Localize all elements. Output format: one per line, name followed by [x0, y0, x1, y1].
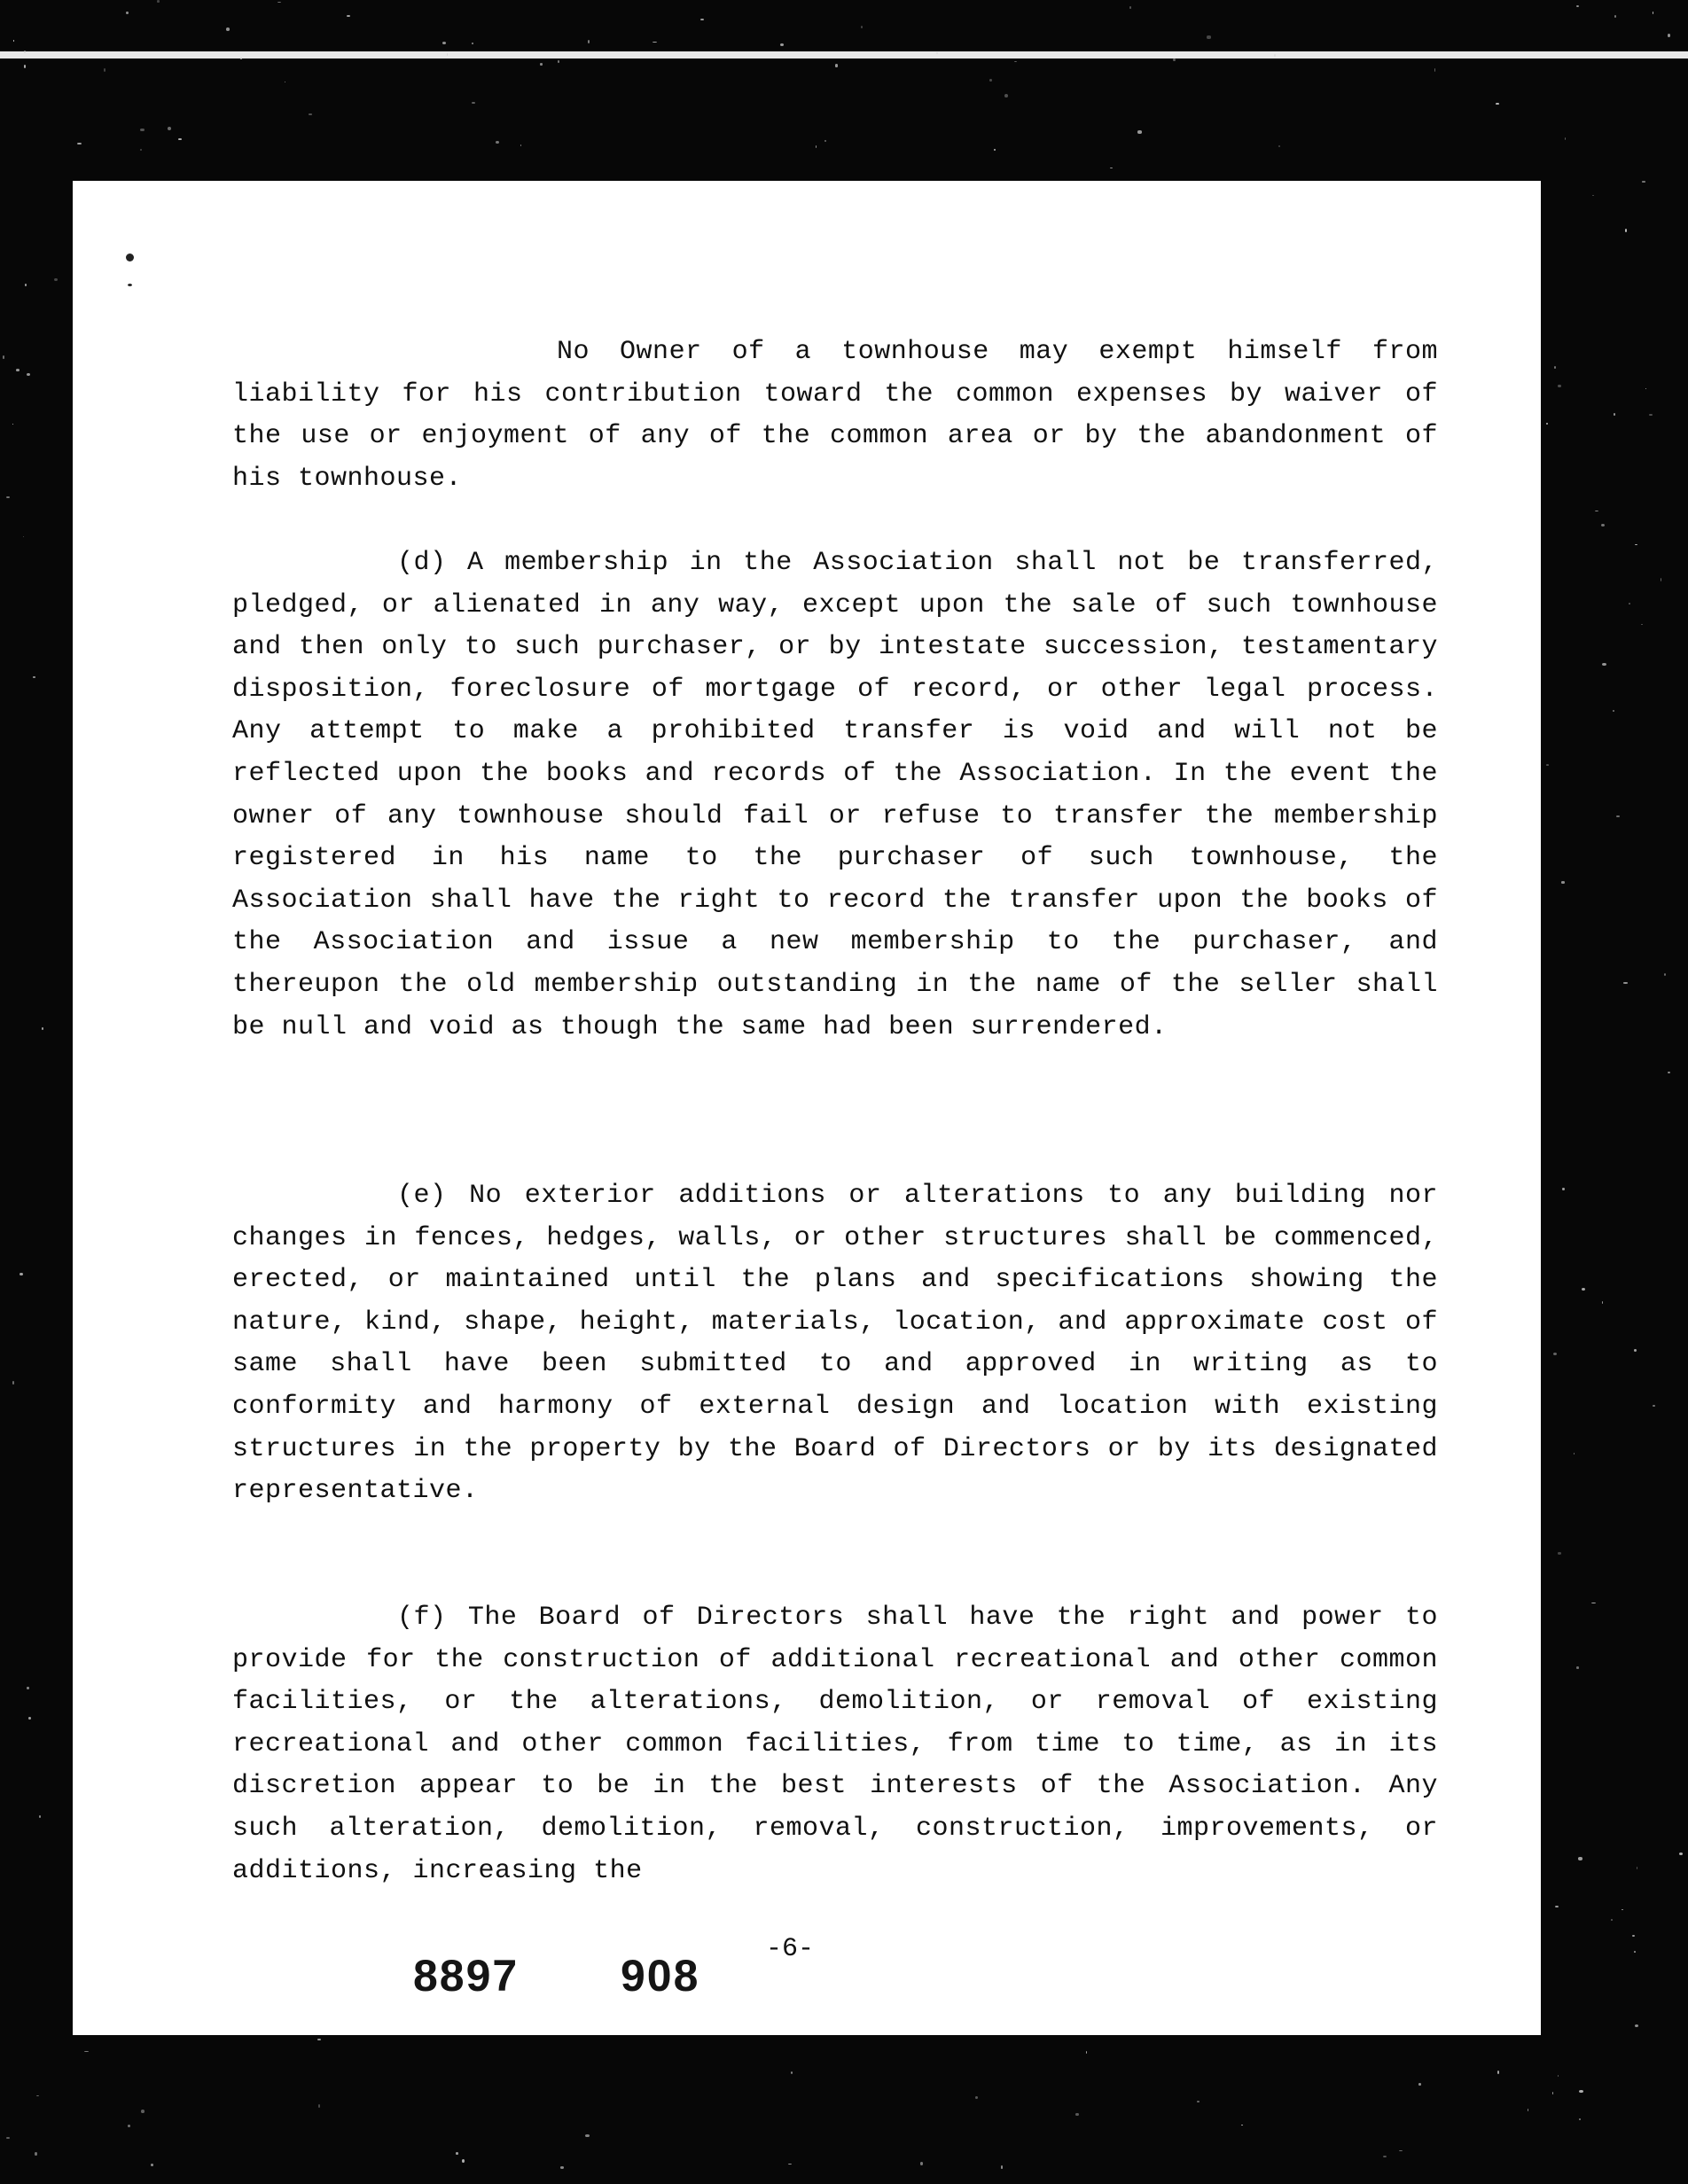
scan-speck	[28, 1717, 31, 1720]
scan-speck	[1496, 103, 1499, 105]
scan-speck	[226, 27, 230, 31]
scan-speck	[1576, 1666, 1579, 1669]
scan-speck	[1399, 2150, 1403, 2152]
document-page	[73, 181, 1541, 2035]
scan-speck	[157, 0, 160, 2]
scan-speck	[1622, 1909, 1623, 1910]
scan-speck	[42, 1027, 43, 1031]
scan-speck	[33, 676, 35, 677]
scan-speck	[141, 2110, 145, 2113]
scan-speck	[994, 149, 996, 151]
scan-speck	[1634, 1951, 1636, 1953]
scan-speck	[178, 138, 182, 140]
scan-speck	[39, 1815, 41, 1818]
scan-speck	[1625, 229, 1628, 232]
page-stamp-number: 908	[621, 1951, 700, 2001]
paragraph-text: (d) A membership in the Association shall not be transferred, pledged, or alienated in any way, except upon the sale of such townhouse and then only to such purchaser, or by intestate succession, testamentary disposition, foreclosure of mortgage of record, or other legal process. Any attempt to make a prohibited transfer is void and will not be reflected upon the books and records of the Association. In the event the owner of any townhouse should fail or refuse to transfer the membership registered in his name to the purchaser of such townhouse, the Association shall have the right to record the transfer upon the books of the Association and issue a new membership to the purchaser, and thereupon the old membership outstanding in the name of the seller shall be null and void as though the same had been surrendered.	[232, 548, 1438, 1042]
scan-speck	[700, 19, 704, 20]
scan-speck	[1613, 710, 1615, 712]
scan-speck	[1642, 181, 1645, 182]
scan-speck	[816, 145, 817, 148]
scan-speck	[1546, 764, 1549, 766]
scan-speck	[1075, 2113, 1079, 2117]
scan-speck	[456, 2152, 459, 2155]
scan-speck	[1579, 2090, 1583, 2093]
scan-speck	[1558, 2075, 1559, 2077]
scan-speck	[1418, 2083, 1421, 2086]
scan-speck	[1546, 423, 1548, 424]
scan-speck	[520, 144, 521, 146]
scan-speck	[1641, 624, 1642, 625]
scan-speck	[1004, 94, 1008, 98]
scan-speck	[1578, 1857, 1582, 1860]
scan-speck	[12, 1381, 14, 1384]
scan-speck	[588, 40, 590, 43]
paragraph-exterior-alterations	[232, 1175, 1438, 1513]
scan-speck	[347, 15, 350, 17]
scan-speck	[1664, 973, 1666, 976]
scan-speck	[24, 65, 27, 67]
scan-speck	[1635, 2024, 1638, 2027]
book-stamp-number: 8897	[413, 1951, 520, 2001]
scan-speck	[309, 113, 313, 114]
scan-speck	[540, 63, 543, 65]
scan-edge-rule	[0, 51, 1688, 58]
scan-speck	[16, 369, 20, 371]
scan-speck	[77, 143, 82, 144]
scan-speck	[791, 2071, 793, 2074]
scan-speck	[1679, 1852, 1683, 1855]
scan-speck	[1086, 2051, 1087, 2054]
scan-speck	[835, 64, 838, 66]
scan-speck	[1632, 1935, 1635, 1937]
scan-speck	[1274, 54, 1276, 57]
scan-speck	[1001, 2165, 1004, 2169]
scan-speck	[35, 2152, 36, 2156]
scan-speck	[824, 140, 826, 142]
scan-speck	[318, 2104, 320, 2108]
scan-speck	[23, 536, 24, 538]
scan-speck	[1601, 524, 1605, 526]
scan-speck	[317, 2039, 321, 2040]
scan-speck	[1562, 1188, 1565, 1191]
scan-speck	[1565, 137, 1566, 140]
scan-speck	[1635, 544, 1638, 546]
scan-speck	[1558, 385, 1560, 387]
scan-speck	[1014, 61, 1017, 62]
scan-speck	[1497, 2071, 1500, 2074]
scan-speck	[1653, 1405, 1655, 1407]
page-number: -6-	[766, 1934, 815, 1964]
scan-speck	[1553, 1353, 1557, 1355]
scan-speck	[653, 42, 657, 43]
scan-speck	[1614, 413, 1616, 416]
scan-speck	[126, 12, 129, 14]
scan-speck	[1592, 195, 1594, 196]
scan-speck	[1668, 1072, 1670, 1073]
scan-speck	[1602, 1301, 1604, 1304]
scan-speck	[84, 2051, 89, 2052]
scan-speck	[558, 60, 559, 63]
margin-mark	[128, 284, 132, 286]
scan-speck	[1574, 1453, 1575, 1455]
scan-speck	[1602, 663, 1606, 666]
scan-speck	[1241, 2125, 1244, 2126]
scan-speck	[496, 141, 499, 144]
scan-speck	[36, 2095, 39, 2096]
scan-speck	[1197, 2101, 1200, 2102]
scan-speck	[1552, 2092, 1553, 2094]
scan-speck	[12, 424, 13, 425]
scan-speck	[989, 79, 992, 82]
scan-speck	[140, 149, 142, 151]
scan-speck	[151, 2164, 153, 2167]
scan-speck	[585, 2134, 589, 2137]
scan-speck	[104, 68, 106, 72]
paragraph-text: (e) No exterior additions or alterations to any building nor changes in fences, hedges, walls, or other structures shall be commenced, erected, or maintained until the plans and specifications showing the nature, kind, shape, height, materials, location, and approximate cost of same shall have been submitted to and approved in writing as to conformity and harmony of external design and location with existing structures in the property by the Board of Directors or by its designated representative.	[232, 1181, 1438, 1507]
scan-speck	[140, 129, 145, 132]
scan-speck	[277, 2, 280, 3]
scan-speck	[1649, 414, 1653, 416]
paragraph-owner-exemption	[232, 332, 1438, 500]
scan-speck	[1634, 1349, 1637, 1352]
scan-speck	[442, 42, 446, 44]
paragraph-text: (f) The Board of Directors shall have the right and power to provide for the construction of additional recreational and other common facilities, or the alterations, demolition, or removal of existing recreational and other common facilities, from time to time, as in its discretion appear to be in the best interests of the Association. Any such alteration, demolition, removal, construction, improvements, or additions, increasing the	[232, 1603, 1438, 1886]
scan-speck	[240, 58, 242, 59]
scan-speck	[560, 2166, 565, 2169]
scan-speck	[1582, 1288, 1585, 1291]
scan-speck	[25, 284, 27, 286]
scan-speck	[1576, 5, 1579, 7]
scan-speck	[1614, 15, 1616, 18]
scan-speck	[6, 496, 11, 498]
scan-speck	[24, 51, 26, 53]
scan-speck	[1611, 1919, 1614, 1920]
scan-speck	[6, 2137, 9, 2139]
scan-speck	[861, 26, 863, 28]
scan-speck	[54, 278, 58, 282]
scan-speck	[1555, 1906, 1559, 1907]
scan-speck	[1383, 2156, 1387, 2157]
scan-speck	[1616, 815, 1620, 817]
scan-speck	[920, 2162, 924, 2164]
scan-speck	[1668, 34, 1670, 37]
scan-speck	[1278, 145, 1281, 147]
scan-speck	[472, 102, 475, 104]
paragraph-text: No Owner of a townhouse may exempt himself from liability for his contribution toward the common expenses by waiver of the use or enjoyment of any of the common area or by the abandonment of his townhouse.	[232, 337, 1438, 494]
scan-speck	[27, 1687, 29, 1689]
scan-speck	[1561, 881, 1565, 883]
scan-speck	[1434, 68, 1435, 72]
paragraph-membership-transfer	[232, 542, 1438, 1049]
scan-speck	[780, 43, 784, 47]
scan-speck	[1554, 366, 1556, 369]
scan-speck	[3, 355, 4, 359]
scan-speck	[1558, 1552, 1562, 1555]
scan-speck	[20, 1273, 23, 1276]
scan-speck	[1173, 58, 1176, 61]
scan-speck	[27, 373, 30, 376]
scan-speck	[1110, 168, 1113, 169]
scan-speck	[975, 2096, 978, 2099]
scan-speck	[1645, 388, 1646, 389]
scan-speck	[1207, 35, 1210, 38]
scan-speck	[1137, 130, 1142, 133]
scan-speck	[462, 2159, 465, 2163]
scan-speck	[168, 127, 171, 130]
scan-speck	[1129, 6, 1131, 9]
scan-speck	[1579, 2118, 1582, 2120]
margin-mark	[126, 254, 134, 261]
scan-speck	[1629, 603, 1630, 604]
scan-speck	[1623, 982, 1628, 983]
scan-speck	[128, 2125, 130, 2127]
paragraph-board-facilities	[232, 1597, 1438, 1892]
scan-speck	[13, 40, 15, 42]
